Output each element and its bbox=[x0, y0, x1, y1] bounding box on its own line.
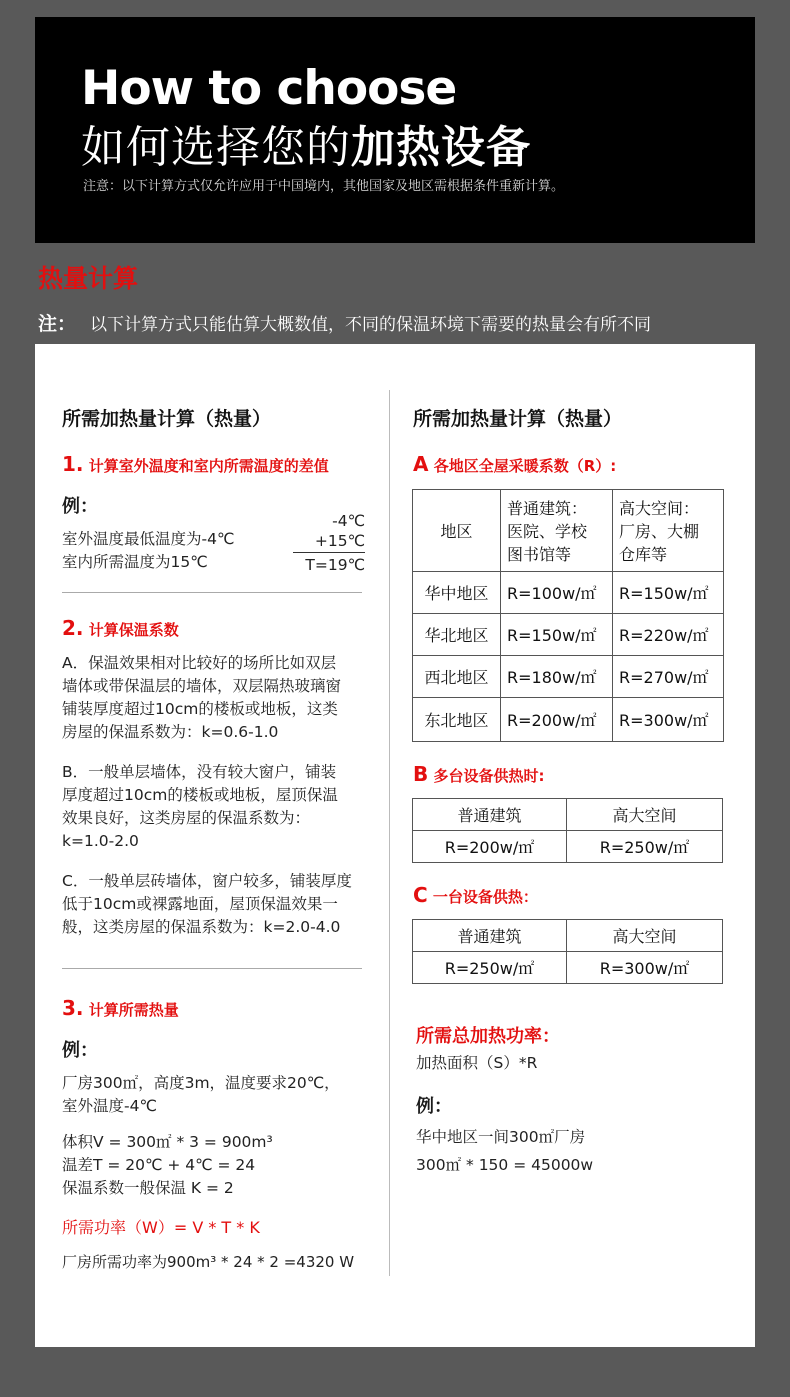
step1-title bbox=[62, 452, 382, 476]
table-cell: R=300w/㎡ bbox=[567, 952, 723, 984]
hero-banner bbox=[35, 17, 755, 243]
left-divider-1 bbox=[62, 592, 362, 593]
table-header-cell: 高大空间 bbox=[567, 920, 723, 952]
step2-b-line: B．一般单层墙体，没有较大窗户，铺装 bbox=[62, 763, 337, 781]
table-cell: R=270w/㎡ bbox=[613, 656, 724, 698]
section-title: 热量计算 bbox=[38, 264, 139, 293]
step2-title-text: 计算保温系数 bbox=[88, 621, 179, 639]
table-cell: R=150w/㎡ bbox=[501, 614, 613, 656]
table-row bbox=[413, 614, 724, 656]
section-note bbox=[38, 309, 651, 336]
hero-note: 注意：以下计算方式仅允许应用于中国境内，其他国家及地区需根据条件重新计算。 bbox=[83, 179, 565, 194]
step1-calc-line bbox=[293, 552, 365, 553]
single-device-table bbox=[412, 919, 723, 984]
step3-p2 bbox=[62, 1131, 382, 1200]
step1-line2: 室内所需温度为15℃ bbox=[62, 553, 208, 571]
multi-device-table bbox=[412, 798, 723, 863]
table-header-row bbox=[413, 799, 723, 831]
total-example-line2: 300㎡ * 150 = 45000w bbox=[416, 1156, 594, 1174]
header-cell-line: 普通建筑： bbox=[507, 499, 588, 518]
step2-a-line: A．保温效果相对比较好的场所比如双层 bbox=[62, 654, 337, 672]
table-cell: R=200w/㎡ bbox=[501, 698, 613, 742]
step2-b-line: 效果良好，这类房屋的保温系数为： bbox=[62, 809, 311, 827]
step2-a-line: 墙体或带保温层的墙体，双层隔热玻璃窗 bbox=[62, 677, 342, 695]
column-divider bbox=[389, 390, 390, 1276]
total-example-line1: 华中地区一间300㎡厂房 bbox=[416, 1128, 586, 1146]
right-a-letter: A bbox=[413, 452, 429, 476]
table-cell: 华中地区 bbox=[413, 572, 501, 614]
hero-title-cn-bold: 加热设备 bbox=[351, 122, 531, 173]
table-header-row bbox=[413, 920, 723, 952]
step1-line1: 室外温度最低温度为-4℃ bbox=[62, 530, 235, 548]
right-b-title bbox=[413, 762, 544, 786]
left-divider-2 bbox=[62, 968, 362, 969]
table-cell: R=180w/㎡ bbox=[501, 656, 613, 698]
step3-p2-line: 温差T = 20℃ + 4℃ = 24 bbox=[62, 1156, 256, 1174]
table-cell: 东北地区 bbox=[413, 698, 501, 742]
total-power-title: 所需总加热功率： bbox=[416, 1026, 560, 1047]
table-cell: R=250w/㎡ bbox=[413, 952, 567, 984]
table-cell: R=220w/㎡ bbox=[613, 614, 724, 656]
step2-a bbox=[62, 652, 382, 744]
section-note-text: 以下计算方式只能估算大概数值，不同的保温环境下需要的热量会有所不同 bbox=[90, 315, 652, 335]
total-example-label: 例： bbox=[416, 1096, 452, 1117]
hero-title-en: How to choose bbox=[81, 61, 457, 116]
table-cell: R=300w/㎡ bbox=[613, 698, 724, 742]
right-heading-wrap bbox=[413, 404, 733, 431]
left-step3 bbox=[62, 996, 382, 1020]
left-heading: 所需加热量计算（热量） bbox=[62, 408, 272, 430]
header-cell-line: 地区 bbox=[440, 522, 473, 541]
step3-title-text: 计算所需热量 bbox=[88, 1001, 179, 1019]
step1-number: 1. bbox=[62, 452, 84, 476]
step2-b-line: 厚度超过10cm的楼板或地板，屋顶保温 bbox=[62, 786, 338, 804]
step1-calc-result: T=19℃ bbox=[305, 556, 365, 574]
table-header-row bbox=[413, 490, 724, 572]
step2-title bbox=[62, 616, 382, 640]
header-cell-line: 高大空间： bbox=[619, 499, 700, 518]
right-c-title-text: 一台设备供热： bbox=[432, 888, 538, 906]
table-header-cell bbox=[613, 490, 724, 572]
table-row bbox=[413, 698, 724, 742]
step3-p1-line: 厂房300㎡，高度3m，温度要求20℃， bbox=[62, 1074, 340, 1092]
left-heading-wrap bbox=[62, 404, 367, 431]
step3-p2-line: 体积V = 300㎡ * 3 = 900m³ bbox=[62, 1133, 273, 1151]
total-power-formula: 加热面积（S）*R bbox=[416, 1054, 538, 1072]
step2-c-line: 般，这类房屋的保温系数为：k=2.0-4.0 bbox=[62, 918, 341, 936]
header-cell-line: 图书馆等 bbox=[507, 545, 572, 564]
right-c-title bbox=[413, 883, 538, 907]
step2-c-line: C．一般单层砖墙体，窗户较多，铺装厚度 bbox=[62, 872, 352, 890]
right-b-letter: B bbox=[413, 762, 429, 786]
table-row bbox=[413, 656, 724, 698]
table-row bbox=[413, 952, 723, 984]
table-cell: 西北地区 bbox=[413, 656, 501, 698]
step2-b-line: k=1.0-2.0 bbox=[62, 832, 139, 850]
step1-title-text: 计算室外温度和室内所需温度的差值 bbox=[88, 457, 329, 475]
step3-number: 3. bbox=[62, 996, 84, 1020]
step2-a-line: 铺装厚度超过10cm的楼板或地板，这类 bbox=[62, 700, 338, 718]
step2-c-line: 低于10cm或裸露地面，屋顶保温效果一 bbox=[62, 895, 338, 913]
step3-result: 厂房所需功率为900m³ * 24 * 2 =4320 W bbox=[62, 1253, 355, 1271]
right-b-title-text: 多台设备供热时: bbox=[433, 767, 545, 785]
step2-c bbox=[62, 870, 387, 939]
step3-title bbox=[62, 996, 382, 1020]
table-cell: R=200w/㎡ bbox=[413, 831, 567, 863]
left-step1 bbox=[62, 452, 382, 476]
table-header-cell bbox=[413, 490, 501, 572]
table-cell: 华北地区 bbox=[413, 614, 501, 656]
table-header-cell: 普通建筑 bbox=[413, 799, 567, 831]
left-step2 bbox=[62, 616, 382, 640]
step3-example-label: 例： bbox=[62, 1040, 98, 1061]
table-header-cell: 普通建筑 bbox=[413, 920, 567, 952]
hero-title-cn bbox=[81, 111, 531, 175]
step3-p2-line: 保温系数一般保温 K = 2 bbox=[62, 1179, 234, 1197]
header-cell-line: 厂房、大棚 bbox=[619, 522, 700, 541]
right-a-title-text: 各地区全屋采暖系数（R）: bbox=[433, 457, 617, 475]
table-header-cell: 高大空间 bbox=[567, 799, 723, 831]
step1-calc-a: -4℃ bbox=[332, 512, 365, 530]
table-row bbox=[413, 831, 723, 863]
table-row bbox=[413, 572, 724, 614]
table-cell: R=250w/㎡ bbox=[567, 831, 723, 863]
hero-title-cn-light: 如何选择您的 bbox=[81, 122, 351, 173]
region-coefficient-table bbox=[412, 489, 724, 742]
section-note-label: 注： bbox=[38, 313, 77, 335]
table-cell: R=150w/㎡ bbox=[613, 572, 724, 614]
step2-number: 2. bbox=[62, 616, 84, 640]
table-cell: R=100w/㎡ bbox=[501, 572, 613, 614]
step3-formula: 所需功率（W）= V * T * K bbox=[62, 1218, 260, 1237]
right-heading: 所需加热量计算（热量） bbox=[413, 408, 623, 430]
table-header-cell bbox=[501, 490, 613, 572]
header-cell-line: 仓库等 bbox=[619, 545, 668, 564]
step1-example-label: 例： bbox=[62, 496, 98, 517]
step3-p1-line: 室外温度-4℃ bbox=[62, 1097, 157, 1115]
step3-p1 bbox=[62, 1072, 382, 1118]
header-cell-line: 医院、学校 bbox=[507, 522, 588, 541]
right-c-letter: C bbox=[413, 883, 428, 907]
step1-calc-b: +15℃ bbox=[314, 532, 365, 550]
step2-a-line: 房屋的保温系数为：k=0.6-1.0 bbox=[62, 723, 279, 741]
content-panel bbox=[35, 344, 755, 1347]
right-a-title bbox=[413, 452, 616, 476]
step2-b bbox=[62, 761, 382, 853]
